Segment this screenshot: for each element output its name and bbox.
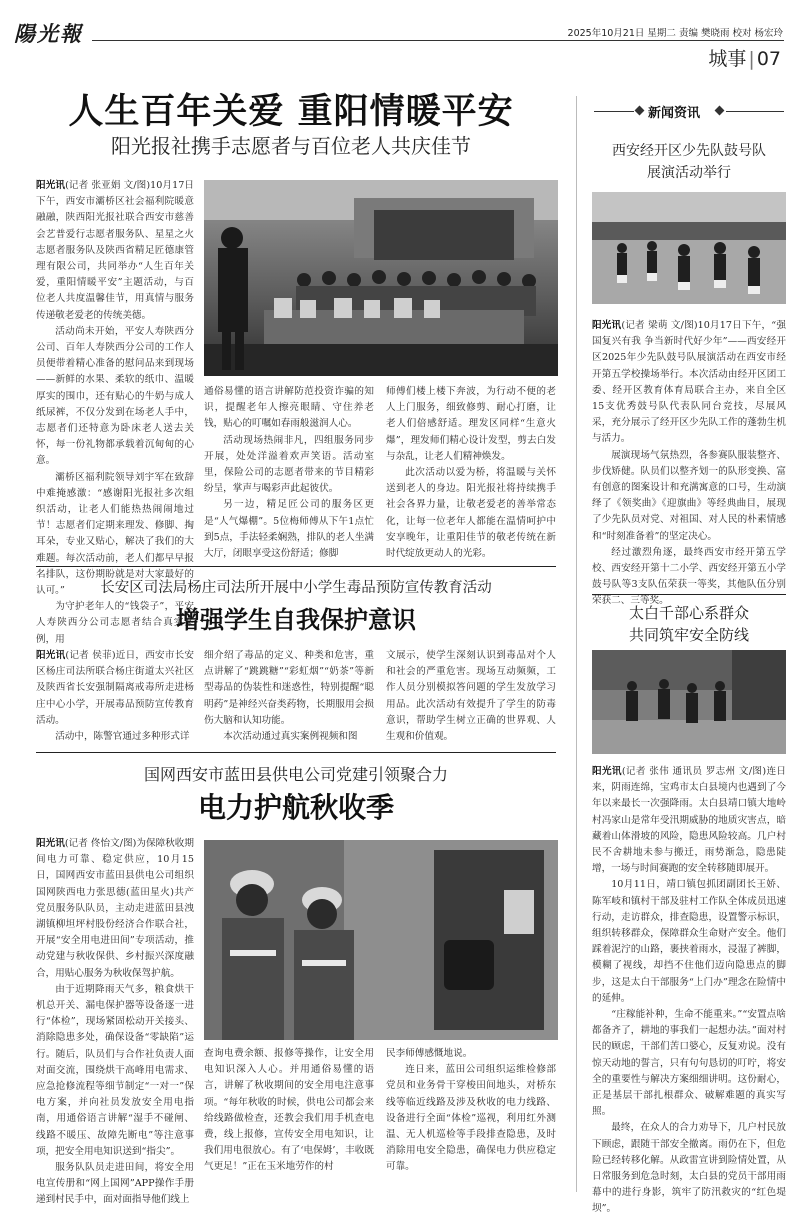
news-brief-title: 新闻资讯: [648, 106, 701, 121]
drug-paragraph: 细介绍了毒品的定义、种类和危害，重点讲解了“跳跳糖”“彩虹烟”“奶茶”等新型毒品的伪装性和迷惑性，特别提醒“聪明药”是神经兴奋类药物，长期服用会损伤大脑和认知功能。: [204, 650, 374, 726]
column-rule: [576, 96, 577, 1192]
electricians-photo: [204, 840, 558, 1040]
power-text: 为保障秋收期间电力可靠、稳定供应，10月15日，国网西安市蓝田县供电公司组织国网陕西电力张思德(蓝田星火)共产党员服务队队员，主动走进蓝田县洩湖镇柳坦坪村股份经济合作联合社，开展“安全用电进田间”专项活动，推动党建与秋收保供、乡村振兴深度融合，用贴心服务为秋收保驾护航。: [36, 838, 195, 979]
drug-column-1: [36, 648, 194, 742]
section-divider: |: [748, 48, 755, 70]
lead-byline-note: (记者 张亚娟 文/图): [65, 180, 151, 191]
news-brief-headline-line2: 展演活动举行: [647, 165, 731, 181]
lead-column-3: [386, 384, 556, 560]
drug-paragraph: 文展示，使学生深刻认识到毒品对个人和社会的严重危害。现场互动频频，工作人员分别模拟答问题的学生发放学习用品。此次活动有效提升了学生的防毒意识，帮助学生树立正确的世界观、人生观和价值观。: [386, 650, 556, 743]
mountain-paragraph: [592, 764, 786, 877]
drug-column-2: [204, 648, 374, 742]
power-story-kicker: 国网西安市蓝田县供电公司党建引领聚合力: [143, 765, 448, 784]
drug-story-kicker: 长安区司法局杨庄司法所开展中小学生毒品预防宣传教育活动: [100, 580, 492, 596]
power-column-3: [386, 1046, 556, 1192]
news-brief-byline: 阳光讯: [592, 320, 622, 331]
drug-byline: 阳光讯: [36, 650, 66, 661]
lead-byline: 阳光讯: [36, 180, 66, 191]
lead-column-2: [204, 384, 374, 560]
mountain-headline-line1: 太白千部心系群众: [628, 604, 749, 622]
diamond-icon: [635, 106, 645, 116]
power-story-headline: 电力护航秋收季: [197, 791, 394, 824]
sidebar-divider: [592, 594, 786, 595]
lead-photo: [204, 180, 558, 376]
drug-paragraph: [36, 648, 194, 729]
page-number: 07: [756, 48, 781, 70]
mountain-headline-line2: 共同筑牢安全防线: [628, 626, 749, 644]
mountain-paragraph: 10月11日，靖口镇包抓团副团长王娇、陈军岐和镇村干部及驻村工作队全体成员迅速行动，走访群众，排查隐患，设置警示标识，组织转移群众，保障群众生命财产安全。他们踩着泥泞的山路，裹挟着雨水，浸湿了裤脚，模糊了视线，却挡不住他们迈向隐患点的脚步，这是太白干部服务“上门办”理念在险情中的延伸。: [592, 879, 786, 1004]
newspaper-logo: 陽光報: [14, 21, 83, 46]
power-paragraph: 查询电费余额、报修等操作，让安全用电知识深入人心。并用通俗易懂的语言，讲解了秋收期间的安全用电注意事项。“每年秋收的时候，供电公司都会来给线路做检查，还教会我们用手机查电费，线上报修，宣传安全用电知识，让我们用电很放心。有了‘电保姆’，丰收既气更足！”正在玉米地劳作的村: [204, 1048, 374, 1173]
section-divider: [36, 566, 556, 567]
lead-paragraph: [36, 178, 194, 324]
mountain-byline-note: (记者 张伟 通讯员 罗志州 文/图): [621, 766, 767, 777]
section-divider: [36, 752, 556, 753]
header-rule-right: [726, 111, 784, 112]
mountain-paragraph: “庄稼能补种，生命不能重来。”“安置点啥都备齐了，耕地的事我们一起想办法。”面对村民的顾虑，干部们苦口婆心，反复劝说。没有惊天动地的誓言，只有句句恳切的叮咛，将安全的重要性与解决方案细细讲明。这份耐心，正是基层干部扎根群众、破解难题的真实写照。: [592, 1009, 786, 1118]
lead-headline: 人生百年关爱 重阳情暖平安: [68, 92, 514, 132]
elderly-gathering-photo: [204, 180, 558, 376]
lead-subheadline: 阳光报社携手志愿者与百位老人共庆佳节: [111, 134, 471, 158]
news-brief-body: [592, 318, 786, 607]
mountain-photo: [592, 650, 786, 754]
lead-paragraph: 师傅们楼上楼下奔波，为行动不便的老人上门服务，细致修剪、耐心打磨，让老人们倍感舒适。理发区同样“生意火爆”，理发师们精心设计发型，剪去白发与杂乱，让老人们精神焕发。: [386, 386, 556, 462]
lead-text: 10月17日下午，西安市灞桥区社会福利院暖意融融，陕西阳光报社联合西安市慈善会艺普爱行志愿者服务队、星星之火志愿者服务队及陕西省精足匠德康管理有限公司，共同举办“人生百年关爱，重阳情暖平安”主题活动，与百位老人共度温馨佳节，用真情与服务传递敬老爱老的传统美德。: [36, 180, 194, 321]
lead-paragraph: 另一边，精足匠公司的服务区更是“人气爆棚”。5位梅师傅从下午1点忙到5点，手法轻柔娴熟，排队的老人坐满大厅，闭眼享受这份舒适；修脚: [204, 499, 374, 560]
lead-paragraph: 为守护老年人的“钱袋子”，平安人寿陕西分公司志愿者结合真实案例，用: [36, 601, 194, 645]
lead-paragraph: 通俗易懂的语言讲解防范投资诈骗的知识，提醒老年人擦亮眼睛、守住养老钱，贴心的叮嘱如春雨般滋润人心。: [204, 386, 374, 430]
power-photo: [204, 840, 558, 1040]
power-column-1: [36, 836, 195, 1206]
power-paragraph: 由于近期降雨天气多，粮食烘干机总开关、漏电保护器等设备逐一进行“体检”，现场紧固松动开关接头、消除隐患多处，确保设备“零缺陷”运行。随后，队员们与合作社负责人面对面交流，围绕烘干高峰用电需求、应急抢修流程等细节制定“一对一”保电方案，并向社员发放安全用电指南，用通俗语言讲解“湿手不碰闸、线路不暖压、故障先断电”等注意事项，把安全用电知识送到“指尖”。: [36, 983, 194, 1157]
news-brief-text: 10月17日下午，“强国复兴有我 争当新时代好少年”——西安经开区2025年少先队鼓号队展演活动在西安市经开第五学校操场举行。本次活动由经开区团工委、经开区教育体育局联合主办，来自全区15支优秀鼓号队代表队同台竞技，尽展风采，充分展示了经开区少先队工作的蓬勃生机与活力。: [592, 320, 786, 445]
power-paragraph: 连日来，蓝田公司组织运维检修部党员和业务骨干穿梭田间地头，对桥东线等临近线路及涉及秋收的电力线路、设备进行全面“体检”巡视，利用红外测温、无人机巡检等手段排查隐患，及时消除用电安全隐患，确保电力供应稳定可靠。: [386, 1064, 556, 1173]
logo-rule: [92, 40, 784, 41]
news-brief-photo: [592, 192, 786, 304]
mountain-byline: 阳光讯: [592, 766, 622, 777]
lead-paragraph: 活动尚未开始，平安人寿陕西分公司、百年人寿陕西分公司的工作人员便带着精心准备的慰问品来到现场——新鲜的水果、柔软的纸巾、温暖厚实的围巾，还有贴心的牛奶与成人纸尿裤，不仅分发到在场老人手中，志愿者们还特意为卧床老人送去关怀，每一份礼物都承载着沉甸甸的心意。: [36, 325, 194, 467]
mountain-paragraph: 最终，在众人的合力劝导下，几户村民放下顾虑，跟随干部安全撤离。雨仍在下，但危险已经转移化解。从政雷宣讲到险情处置，从日常服务到危急时刻，太白县的党员干部用雨幕中的进行身影，筑牢了防汛救灾的“红色堤坝”。: [592, 1122, 786, 1215]
drug-text: 近日，西安市长安区杨庄司法所联合杨庄街道太兴社区及陕西省长安强制隔离戒毒所走进杨庄中心小学，开展毒品预防宣传教育活动。: [36, 650, 195, 726]
power-paragraph: 服务队队员走进田间，将安全用电宣传册和“网上国网”APP操作手册递到村民手中，面对面指导他们线上: [36, 1162, 194, 1206]
section-name: 城事: [708, 48, 747, 70]
drug-story-headline: 增强学生自我保护意识: [176, 606, 416, 634]
lead-column-1: [36, 178, 194, 645]
drug-paragraph: 本次活动通过真实案例视频和图: [223, 731, 358, 743]
lead-paragraph: 灞桥区福利院领导刘宇军在致辞中难掩感激：“感谢阳光报社多次组织活动，让老人们能热热闹闹地过节！志愿者们定期来理发、修脚、掏耳朵，专业又贴心，解决了我们的大难题。每次活动前，老人们都早早报名排队，这份期盼就是对大家最好的认可。”: [36, 471, 194, 597]
header-rule-left: [594, 111, 634, 112]
power-paragraph: [36, 836, 194, 982]
news-brief-headline-line1: 西安经开区少先队鼓号队: [612, 143, 766, 159]
mountain-body: [592, 764, 787, 1215]
date-line: 2025年10月21日 星期二 责编 樊晓雨 校对 杨宏玲: [567, 28, 783, 39]
lead-paragraph: 活动现场热闹非凡，四组服务同步开展，处处洋溢着欢声笑语。活动室里，保险公司的志愿者带来的节目精彩纷呈，掌声与喝彩声此起彼伏。: [204, 434, 374, 495]
news-brief-section-header: [594, 100, 784, 122]
drum-band-photo: [592, 192, 786, 304]
news-brief-paragraph: 经过激烈角逐，最终西安市经开第五学校、西安经开第十二小学、西安经开第五小学鼓号队等3支队伍荣获一等奖，其他队伍分别荣获二、三等奖。: [592, 546, 786, 607]
lead-paragraph: 此次活动以爱为桥，将温暖与关怀送到老人的身边。阳光报社将持续携手社会各界力量，让敬老爱老的善举常态化，让每一位老年人都能在温情呵护中安享晚年，让重阳佳节的敬老传统在新时代绽放更动人的光彩。: [386, 467, 556, 560]
power-byline-note: (记者 佟怡文/图): [64, 838, 137, 849]
news-brief-paragraph: [592, 318, 786, 448]
masthead: [0, 0, 799, 76]
drug-column-3: [386, 648, 556, 742]
section-label: [708, 44, 781, 71]
power-paragraph: 民李师傅感慨地说。: [386, 1048, 473, 1059]
mountain-text: 连日来，阴雨连绵，宝鸡市太白县境内也遇到了今年以来最长一次强降雨。太白县靖口镇大地岭村冯家山是常年受汛期威胁的地质灾害点，暗藏着山体滑坡的风险，隐患风险较高。几户村民不舍耕地未参与搬迁，雨势渐急，隐患陡增，一场与时间赛跑的安全转移随即展开。: [592, 766, 787, 875]
news-brief-byline-note: (记者 梁萌 文/图): [621, 320, 698, 331]
cadres-walking-photo: [592, 650, 786, 754]
power-byline: 阳光讯: [36, 838, 65, 849]
drug-byline-note: (记者 侯菲): [65, 650, 116, 661]
diamond-icon: [715, 106, 725, 116]
news-brief-paragraph: 展演现场气氛热烈，各参赛队服装整齐、步伐矫健。队员们以整齐划一的队形变换、富有创意的图案设计和充满寓意的口号，生动演绎了《领奖曲》《迎旗曲》等经典曲目，展现了少先队员对党、对祖国、对人民的朴素情感和“时刻准备着”的坚定决心。: [592, 449, 786, 542]
power-column-2: [204, 1046, 374, 1192]
drug-paragraph: 活动中，陈警官通过多种形式详: [55, 731, 190, 743]
